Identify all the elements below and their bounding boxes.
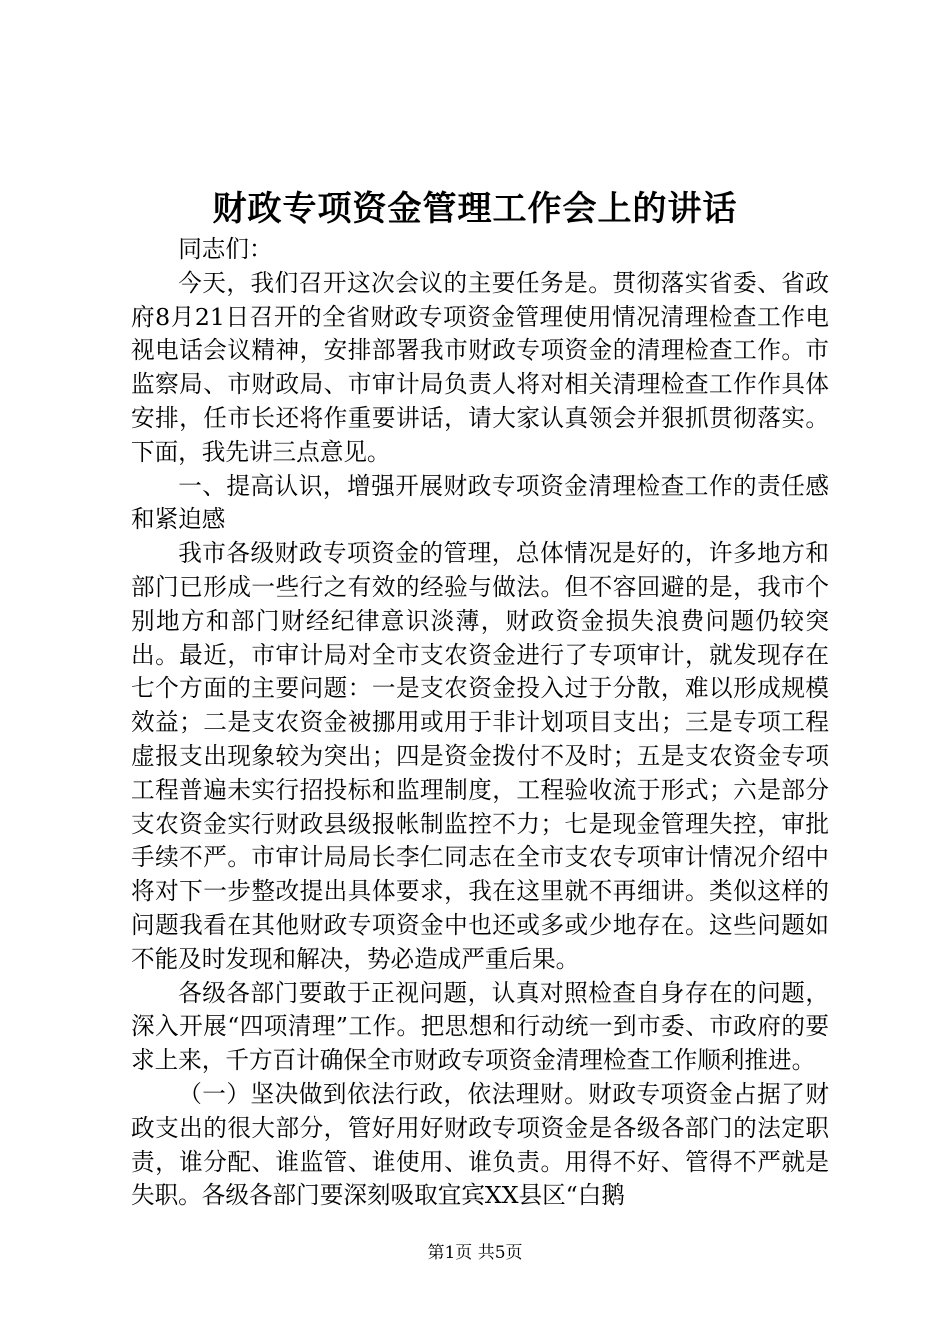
paragraph-subsection-1: （一）坚决做到依法行政，依法理财。财政专项资金占据了财政支出的很大部分，管好用好财政专项资金是各级各部门的法定职责，谁分配、谁监管、谁使用、谁负责。用得不好、管得不严就是失职。各级各部门要深刻吸取宜宾XX县区“白鹅 <box>131 1079 829 1210</box>
paragraph-requirements: 各级各部门要敢于正视问题，认真对照检查自身存在的问题，深入开展“四项清理”工作。把思想和行动统一到市委、市政府的要求上来，千方百计确保全市财政专项资金清理检查工作顺利推进。 <box>131 978 829 1075</box>
document-body <box>131 233 829 1213</box>
section-heading-1: 一、提高认识，增强开展财政专项资金清理检查工作的责任感和紧迫感 <box>131 471 829 534</box>
document-title: 财政专项资金管理工作会上的讲话 <box>212 189 738 229</box>
page-footer: 第1页 共5页 <box>427 1243 523 1263</box>
paragraph-problems: 我市各级财政专项资金的管理，总体情况是好的，许多地方和部门已形成一些行之有效的经验与做法。但不容回避的是，我市个别地方和部门财经纪律意识淡薄，财政资金损失浪费问题仍较突出。最近，市审计局对全市支农资金进行了专项审计，就发现存在七个方面的主要问题：一是支农资金投入过于分散，难以形成规模效益；二是支农资金被挪用或用于非计划项目支出；三是专项工程虚报支出现象较为突出；四是资金拨付不及时；五是支农资金专项工程普遍未实行招投标和监理制度，工程验收流于形式；六是部分支农资金实行财政县级报帐制监控不力；七是现金管理失控，审批手续不严。市审计局局长李仁同志在全市支农专项审计情况介绍中将对下一步整改提出具体要求，我在这里就不再细讲。类似这样的问题我看在其他财政专项资金中也还或多或少地存在。这些问题如不能及时发现和解决，势必造成严重后果。 <box>131 539 829 973</box>
paragraph-salutation: 同志们： <box>178 235 273 263</box>
paragraph-intro: 今天，我们召开这次会议的主要任务是。贯彻落实省委、省政府8月21日召开的全省财政专项资金管理使用情况清理检查工作电视电话会议精神，安排部署我市财政专项资金的清理检查工作。市监察局、市财政局、市审计局负责人将对相关清理检查工作作具体安排，任市长还将作重要讲话，请大家认真领会并狠抓贯彻落实。下面，我先讲三点意见。 <box>131 268 829 466</box>
